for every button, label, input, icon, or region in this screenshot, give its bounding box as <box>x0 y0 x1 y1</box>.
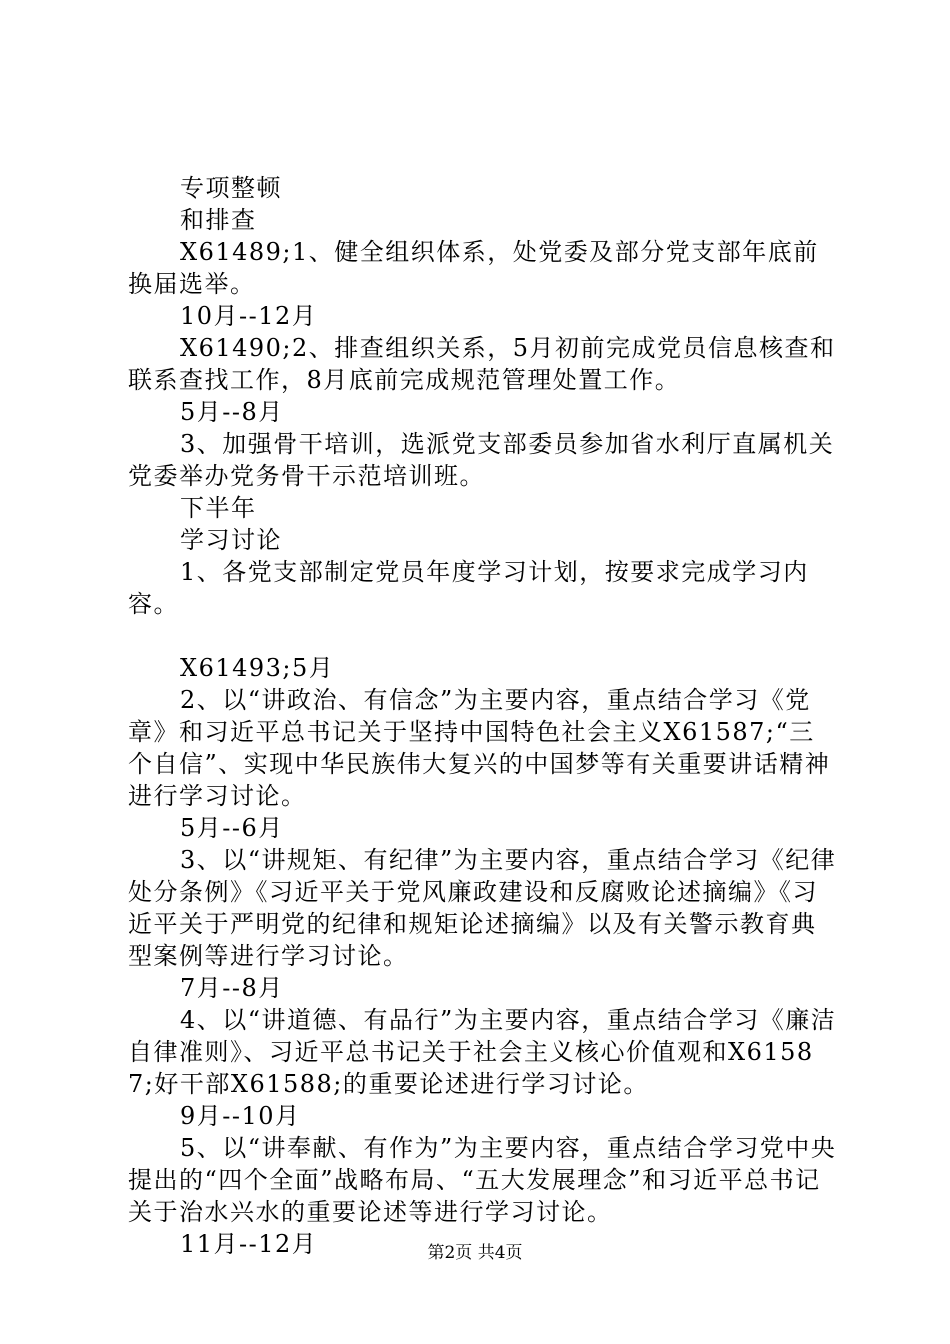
paragraph: 和排查 <box>180 206 257 234</box>
paragraph: 专项整顿 <box>180 174 282 202</box>
blank-line <box>128 620 838 652</box>
paragraph: 5月--6月 <box>180 814 284 842</box>
paragraph: 5、以“讲奉献、有作为”为主要内容，重点结合学习党中央提出的“四个全面”战略布局、“五大发展理念”和习近平总书记关于治水兴水的重要论述等进行学习讨论。 <box>128 1134 837 1226</box>
paragraph: 4、以“讲道德、有品行”为主要内容，重点结合学习《廉洁自律准则》、习近平总书记关于社会主义核心价值观和X61587;好干部X61588;的重要论述进行学习讨论。 <box>128 1006 837 1098</box>
paragraph: 1、各党支部制定党员年度学习计划，按要求完成学习内容。 <box>128 558 809 618</box>
paragraph: 学习讨论 <box>180 526 282 554</box>
paragraph: X61490;2、排查组织关系，5月初前完成党员信息核查和联系查找工作，8月底前完成规范管理处置工作。 <box>128 334 836 394</box>
paragraph: 3、以“讲规矩、有纪律”为主要内容，重点结合学习《纪律处分条例》《习近平关于党风廉政建设和反腐败论述摘编》《习近平关于严明党的纪律和规矩论述摘编》以及有关警示教育典型案例等进行学习讨论。 <box>128 846 837 970</box>
paragraph: X61489;1、健全组织体系，处党委及部分党支部年底前换届选举。 <box>128 238 819 298</box>
paragraph: 10月--12月 <box>180 302 318 330</box>
document-body <box>128 172 838 1260</box>
paragraph: 2、以“讲政治、有信念”为主要内容，重点结合学习《党章》和习近平总书记关于坚持中国特色社会主义X61587;“三个自信”、实现中华民族伟大复兴的中国梦等有关重要讲话精神进行学习讨论。 <box>128 686 831 810</box>
paragraph: 5月--8月 <box>180 398 284 426</box>
paragraph: 3、加强骨干培训，选派党支部委员参加省水利厅直属机关党委举办党务骨干示范培训班。 <box>128 430 835 490</box>
paragraph: 7月--8月 <box>180 974 284 1002</box>
paragraph: X61493;5月 <box>180 654 335 682</box>
page-number-footer: 第2页 共4页 <box>427 1243 523 1263</box>
paragraph: 下半年 <box>180 494 257 522</box>
paragraph: 9月--10月 <box>180 1102 301 1130</box>
paragraph: 11月--12月 <box>180 1230 318 1258</box>
